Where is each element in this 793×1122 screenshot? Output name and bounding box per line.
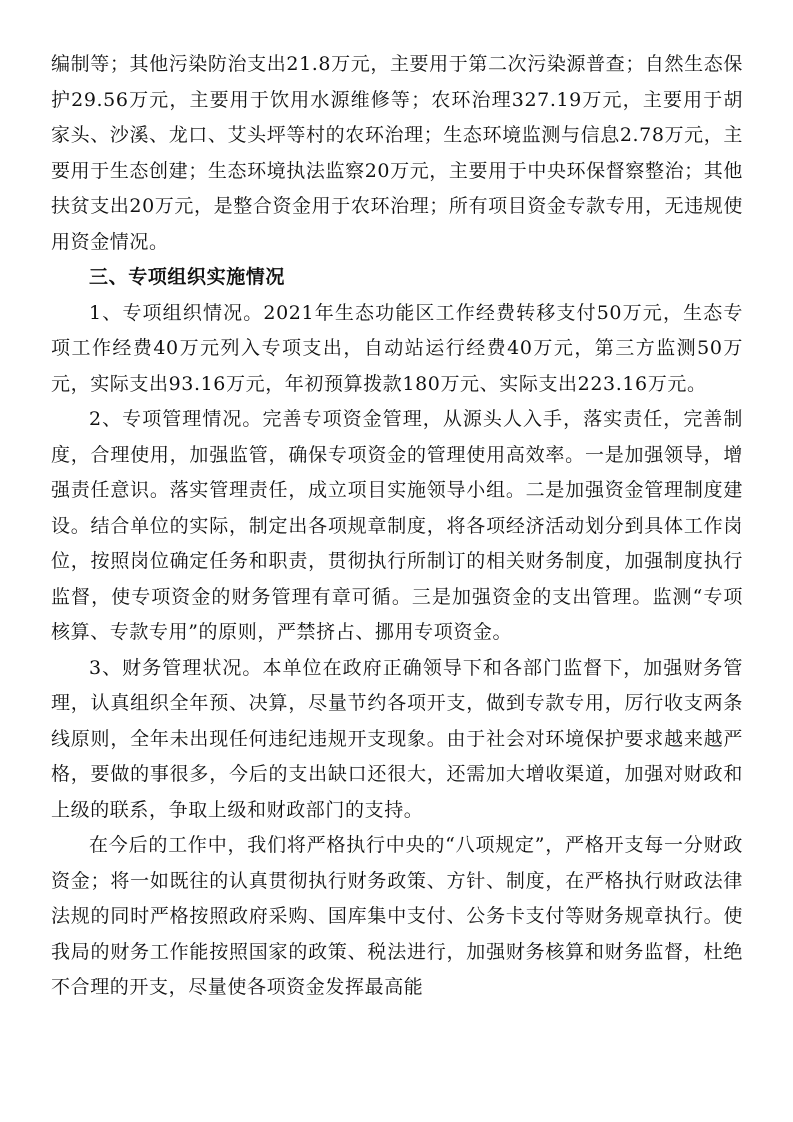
section-heading-project-implementation: 三、专项组织实施情况: [89, 266, 286, 288]
paragraph-future-work: 在今后的工作中，我们将严格执行中央的“八项规定”，严格开支每一分财政资金；将一如既往的认真贯彻执行财务政策、方针、制度，在严格执行财政法律法规的同时严格按照政府采购、国库集中支付、公务卡支付等财务规章执行。使我局的财务工作能按照国家的政策、税法进行，加强财务核算和财务监督，杜绝不合理的开支，尽量使各项资金发挥最高能: [51, 834, 743, 998]
paragraph-project-management: 2、专项管理情况。完善专项资金管理，从源头人入手，落实责任，完善制度，合理使用，加强监管，确保专项资金的管理使用高效率。一是加强领导，增强责任意识。落实管理责任，成立项目实施领导小组。二是加强资金管理制度建设。结合单位的实际，制定出各项规章制度，将各项经济活动划分到具体工作岗位，按照岗位确定任务和职责，贯彻执行所制订的相关财务制度，加强制度执行监督，使专项资金的财务管理有章可循。三是加强资金的支出管理。监测“专项核算、专款专用”的原则，严禁挤占、挪用专项资金。: [51, 408, 743, 643]
paragraph-project-organization: 1、专项组织情况。2021年生态功能区工作经费转移支付50万元，生态专项工作经费40万元列入专项支出，自动站运行经费40万元，第三方监测50万元，实际支出93.16万元，年初预算拨款180万元、实际支出223.16万元。: [51, 301, 743, 395]
document-body: [51, 47, 743, 1006]
paragraph-expenditure-details: 编制等；其他污染防治支出21.8万元，主要用于第二次污染源普查；自然生态保护29.56万元，主要用于饮用水源维修等；农环治理327.19万元，主要用于胡家头、沙溪、龙口、艾头坪等村的农环治理；生态环境监测与信息2.78万元，主要用于生态创建；生态环境执法监察20万元，主要用于中央环保督察整治；其他扶贫支出20万元，是整合资金用于农环治理；所有项目资金专款专用，无违规使用资金情况。: [51, 53, 743, 253]
paragraph-financial-management: 3、财务管理状况。本单位在政府正确领导下和各部门监督下，加强财务管理，认真组织全年预、决算，尽量节约各项开支，做到专款专用，厉行收支两条线原则，全年未出现任何违纪违规开支现象。由于社会对环境保护要求越来越严格，要做的事很多，今后的支出缺口还很大，还需加大增收渠道，加强对财政和上级的联系，争取上级和财政部门的支持。: [51, 656, 743, 821]
